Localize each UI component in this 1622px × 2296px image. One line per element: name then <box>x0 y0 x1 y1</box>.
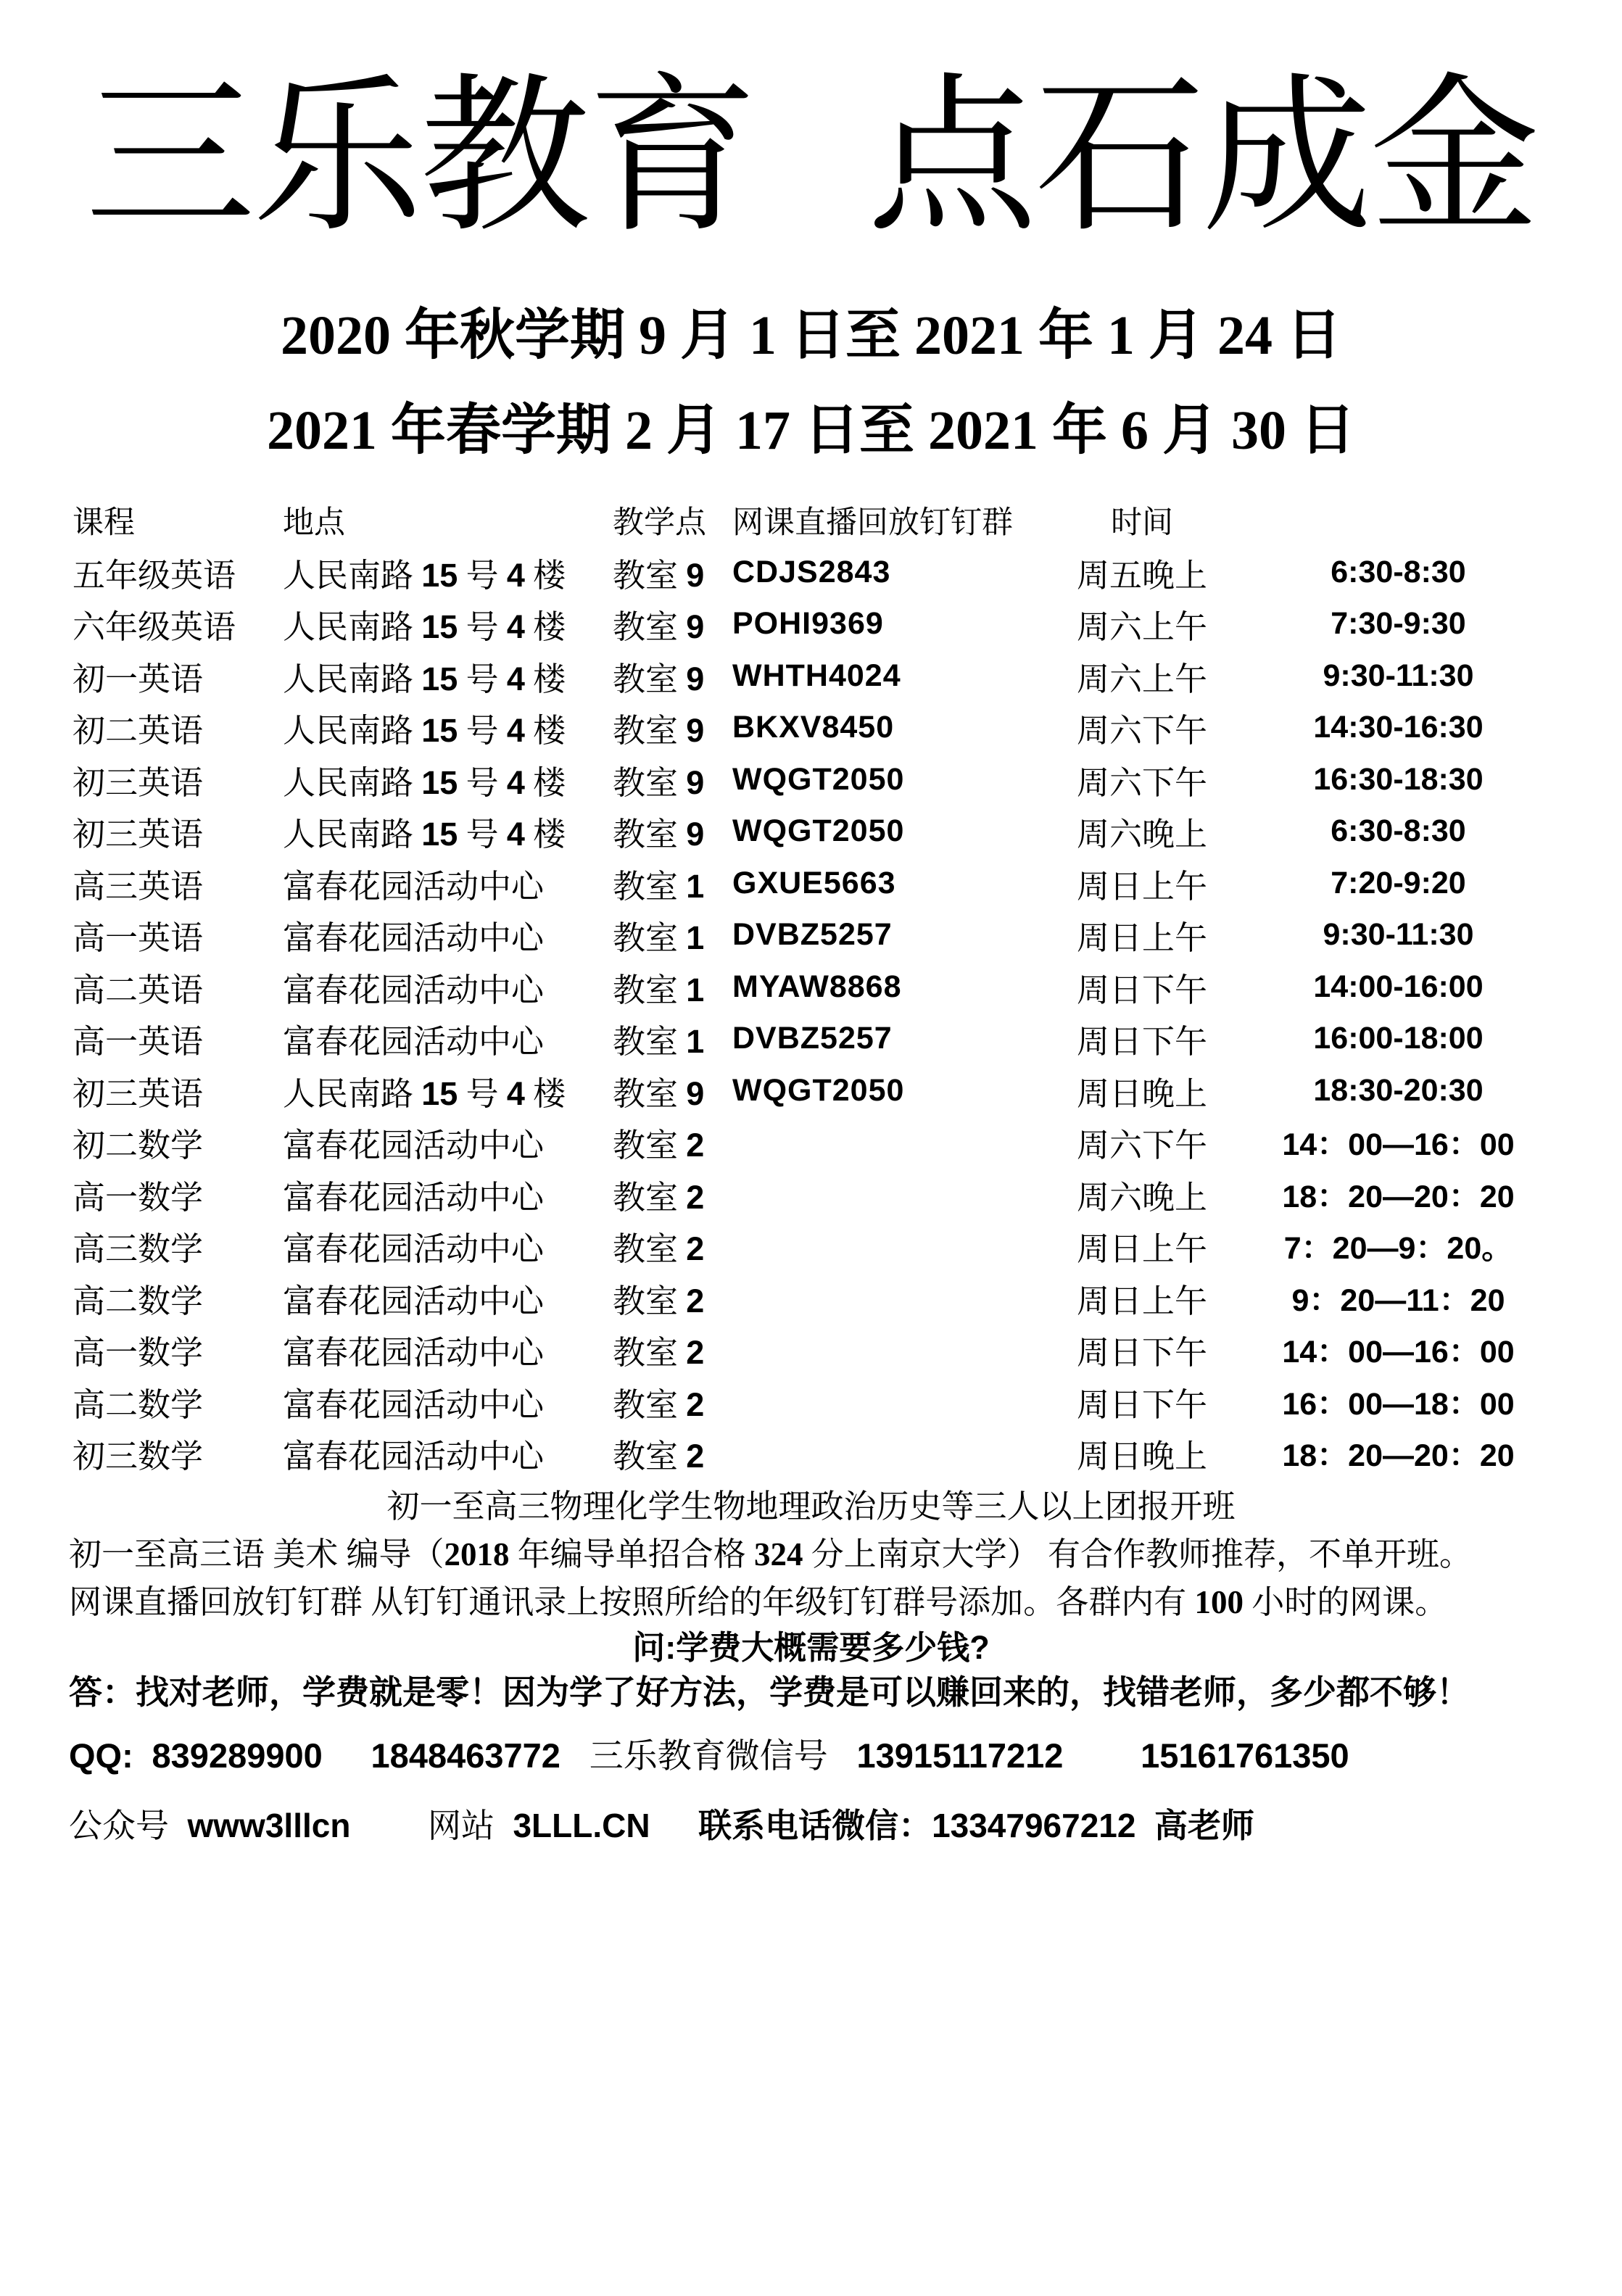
dingtalk-group-cell: WHTH4024 <box>732 658 901 693</box>
dingtalk-group-cell: WQGT2050 <box>732 761 905 797</box>
day-cell: 周日晚上 <box>1076 1438 1207 1475</box>
page-title: 三乐教育 点石成金 <box>85 64 1537 252</box>
semester-date-spring: 2021 年春学期 2 月 17 日至 2021 年 6 月 30 日 <box>267 400 1355 461</box>
course-cell: 高一英语 <box>73 920 204 957</box>
schedule-row <box>0 547 1622 599</box>
schedule-row <box>0 961 1622 1014</box>
schedule-row <box>0 1116 1622 1169</box>
room-cell: 教室 2 <box>613 1385 705 1423</box>
gongzhonghao-value: www3lllcn <box>187 1806 351 1844</box>
gongzhonghao-label: 公众号 <box>69 1807 169 1844</box>
wechat-number-2: 15161761350 <box>1141 1736 1349 1775</box>
location-cell: 富春花园活动中心 <box>283 1127 545 1164</box>
location-cell: 人民南路 15 号 4 楼 <box>283 660 566 697</box>
header-room: 教学点 <box>613 506 706 541</box>
time-cell: 16：00—18：00 <box>1282 1386 1515 1422</box>
location-cell: 富春花园活动中心 <box>283 920 545 957</box>
room-cell: 教室 2 <box>613 1282 705 1319</box>
schedule-row <box>0 1376 1622 1428</box>
time-cell: 16:00-18:00 <box>1313 1021 1484 1056</box>
location-cell: 人民南路 15 号 4 楼 <box>283 608 566 646</box>
room-cell: 教室 1 <box>613 867 705 905</box>
dingtalk-group-cell: WQGT2050 <box>732 813 905 849</box>
day-cell: 周六下午 <box>1076 764 1207 801</box>
day-cell: 周六晚上 <box>1076 816 1207 853</box>
time-cell: 16:30-18:30 <box>1313 761 1484 797</box>
location-cell: 人民南路 15 号 4 楼 <box>283 763 566 801</box>
semester-date-fall: 2020 年秋学期 9 月 1 日至 2021 年 1 月 24 日 <box>281 305 1341 366</box>
location-cell: 富春花园活动中心 <box>283 1335 545 1372</box>
schedule-row <box>0 1427 1622 1480</box>
group-enroll-note: 初一至高三物理化学生物地理政治历史等三人以上团报开班 <box>386 1488 1236 1525</box>
location-cell: 富春花园活动中心 <box>283 1282 545 1319</box>
room-cell: 教室 2 <box>613 1127 705 1164</box>
course-cell: 高一英语 <box>73 1024 204 1061</box>
location-cell: 人民南路 15 号 4 楼 <box>283 712 566 750</box>
time-cell: 6:30-8:30 <box>1331 813 1466 849</box>
time-cell: 14：00—16：00 <box>1282 1127 1515 1163</box>
room-cell: 教室 9 <box>613 816 705 853</box>
course-cell: 初一英语 <box>73 660 204 697</box>
class-schedule-table <box>0 494 1622 1480</box>
website-label: 网站 <box>427 1807 495 1844</box>
dingtalk-group-cell: WQGT2050 <box>732 1072 905 1108</box>
course-cell: 五年级英语 <box>73 557 236 594</box>
room-cell: 教室 9 <box>613 763 705 801</box>
room-cell: 教室 1 <box>613 971 705 1008</box>
location-cell: 富春花园活动中心 <box>283 1438 545 1475</box>
day-cell: 周六下午 <box>1076 1127 1207 1164</box>
phone-wechat-line: 联系电话微信：13347967212 <box>698 1806 1136 1844</box>
day-cell: 周日上午 <box>1076 1282 1207 1319</box>
room-cell: 教室 9 <box>613 1074 705 1112</box>
location-cell: 人民南路 15 号 4 楼 <box>283 816 566 853</box>
schedule-row <box>0 1013 1622 1065</box>
course-cell: 初三英语 <box>73 816 204 853</box>
day-cell: 周六下午 <box>1076 713 1207 750</box>
time-cell: 7：20—9：20。 <box>1283 1231 1513 1267</box>
day-cell: 周日下午 <box>1076 1024 1207 1061</box>
course-cell: 高一数学 <box>73 1335 204 1372</box>
location-cell: 富春花园活动中心 <box>283 971 545 1008</box>
room-cell: 教室 9 <box>613 712 705 750</box>
dingtalk-group-cell: DVBZ5257 <box>732 917 893 953</box>
time-cell: 7:20-9:20 <box>1331 865 1466 900</box>
location-cell: 富春花园活动中心 <box>283 1024 545 1061</box>
room-cell: 教室 1 <box>613 1023 705 1061</box>
room-cell: 教室 2 <box>613 1438 705 1475</box>
course-cell: 六年级英语 <box>73 609 236 646</box>
header-location: 地点 <box>283 506 345 541</box>
schedule-row <box>0 702 1622 754</box>
course-cell: 初三英语 <box>73 764 204 801</box>
course-cell: 高三数学 <box>73 1231 204 1268</box>
room-cell: 教室 2 <box>613 1178 705 1216</box>
location-cell: 富春花园活动中心 <box>283 1179 545 1216</box>
room-cell: 教室 9 <box>613 608 705 646</box>
location-cell: 人民南路 15 号 4 楼 <box>283 556 566 594</box>
schedule-row <box>0 1065 1622 1117</box>
location-cell: 富春花园活动中心 <box>283 1231 545 1268</box>
room-cell: 教室 9 <box>613 556 705 594</box>
room-cell: 教室 9 <box>613 660 705 697</box>
schedule-row <box>0 805 1622 858</box>
day-cell: 周日上午 <box>1076 920 1207 957</box>
course-cell: 高三英语 <box>73 868 204 905</box>
footer-contact-line <box>0 1799 1622 1847</box>
schedule-row <box>0 650 1622 703</box>
location-cell: 富春花园活动中心 <box>283 868 545 905</box>
schedule-row <box>0 1220 1622 1272</box>
dingtalk-group-cell: BKXV8450 <box>732 710 895 745</box>
header-dingtalk-group: 网课直播回放钉钉群 <box>732 506 1013 541</box>
time-cell: 6:30-8:30 <box>1331 554 1466 589</box>
schedule-row <box>0 754 1622 806</box>
day-cell: 周日下午 <box>1076 1386 1207 1423</box>
dingtalk-group-cell: GXUE5663 <box>732 865 896 900</box>
website-value: 3LLL.CN <box>513 1806 650 1844</box>
time-cell: 7:30-9:30 <box>1331 606 1466 642</box>
course-cell: 初二数学 <box>73 1127 204 1164</box>
dingtalk-group-cell: POHI9369 <box>732 606 884 642</box>
schedule-row <box>0 1169 1622 1221</box>
day-cell: 周六上午 <box>1076 609 1207 646</box>
time-cell: 18：20—20：20 <box>1282 1438 1515 1474</box>
time-cell: 14：00—16：00 <box>1282 1335 1515 1370</box>
wechat-number-1: 13915117212 <box>856 1736 1064 1775</box>
tuition-question: 问:学费大概需要多少钱? <box>632 1628 990 1666</box>
course-cell: 初三数学 <box>73 1438 204 1475</box>
location-cell: 富春花园活动中心 <box>283 1386 545 1423</box>
course-cell: 高二数学 <box>73 1282 204 1319</box>
day-cell: 周日下午 <box>1076 1335 1207 1372</box>
time-cell: 14:00-16:00 <box>1313 969 1484 1004</box>
teacher-name: 高老师 <box>1154 1806 1254 1844</box>
location-cell: 人民南路 15 号 4 楼 <box>283 1074 566 1112</box>
schedule-header-row <box>0 494 1622 547</box>
schedule-row <box>0 1272 1622 1325</box>
dingtalk-group-cell: MYAW8868 <box>732 969 902 1004</box>
schedule-row <box>0 858 1622 910</box>
schedule-rows <box>0 547 1622 1480</box>
course-cell: 高二英语 <box>73 971 204 1008</box>
day-cell: 周日晚上 <box>1076 1075 1207 1112</box>
schedule-row <box>0 1324 1622 1376</box>
header-time: 时间 <box>1111 506 1173 541</box>
qq-contact-line <box>0 1729 1622 1778</box>
day-cell: 周六上午 <box>1076 660 1207 697</box>
qq-label: QQ: <box>69 1736 133 1775</box>
course-cell: 初三英语 <box>73 1075 204 1112</box>
dingtalk-group-cell: CDJS2843 <box>732 554 891 589</box>
dingtalk-note: 网课直播回放钉钉群 从钉钉通讯录上按照所给的年级钉钉群号添加。各群内有 100 小时的网课。 <box>69 1583 1448 1620</box>
time-cell: 14:30-16:30 <box>1313 710 1484 745</box>
time-cell: 9:30-11:30 <box>1323 917 1474 953</box>
room-cell: 教室 2 <box>613 1230 705 1268</box>
art-course-note: 初一至高三语 美术 编导（2018 年编导单招合格 324 分上南京大学） 有合作教师推荐，不单开班。 <box>69 1535 1473 1572</box>
room-cell: 教室 2 <box>613 1334 705 1372</box>
course-cell: 高一数学 <box>73 1179 204 1216</box>
course-cell: 高二数学 <box>73 1386 204 1423</box>
dingtalk-group-cell: DVBZ5257 <box>732 1021 893 1056</box>
time-cell: 18:30-20:30 <box>1313 1072 1484 1108</box>
header-course: 课程 <box>73 506 135 541</box>
time-cell: 9：20—11：20 <box>1291 1282 1505 1318</box>
tuition-answer: 答：找对老师，学费就是零！因为学了好方法，学费是可以赚回来的，找错老师，多少都不够！ <box>69 1673 1470 1711</box>
course-cell: 初二英语 <box>73 713 204 750</box>
time-cell: 9:30-11:30 <box>1323 658 1474 693</box>
schedule-row <box>0 598 1622 650</box>
room-cell: 教室 1 <box>613 919 705 957</box>
day-cell: 周日上午 <box>1076 868 1207 905</box>
day-cell: 周五晚上 <box>1076 557 1207 594</box>
day-cell: 周日下午 <box>1076 971 1207 1008</box>
schedule-row <box>0 909 1622 961</box>
day-cell: 周日上午 <box>1076 1231 1207 1268</box>
time-cell: 18：20—20：20 <box>1282 1179 1515 1214</box>
day-cell: 周六晚上 <box>1076 1179 1207 1216</box>
wechat-label: 三乐教育微信号 <box>589 1737 828 1775</box>
qq-number-2: 1848463772 <box>371 1736 560 1775</box>
qq-number-1: 839289900 <box>152 1736 323 1775</box>
